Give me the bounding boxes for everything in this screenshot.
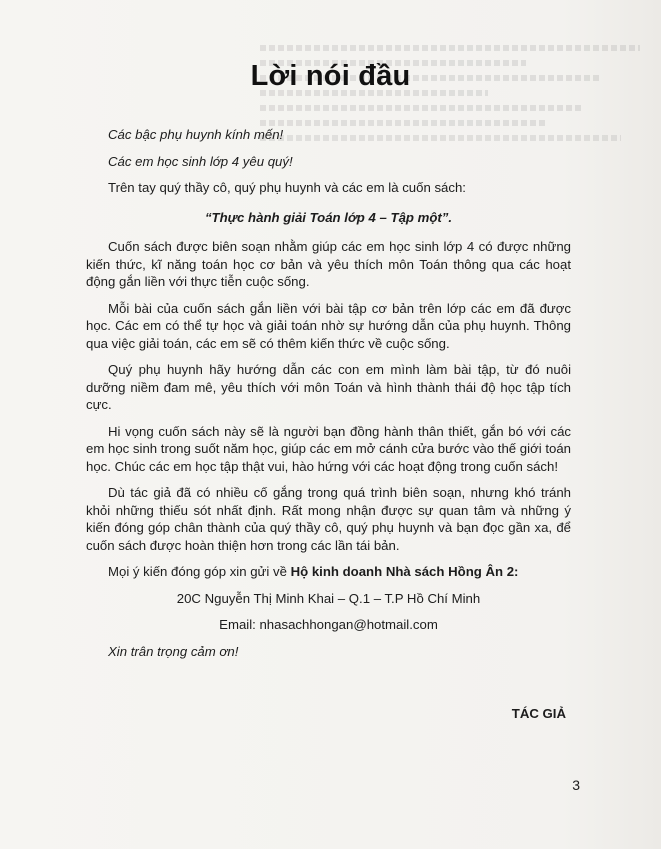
book-title: “Thực hành giải Toán lớp 4 – Tập một”. [204, 209, 453, 225]
greeting-parents: Các bậc phụ huynh kính mến! [108, 127, 284, 142]
paragraph-feedback: Dù tác giả đã có nhiều cố gắng trong quá trình biên soạn, nhưng khó tránh khỏi những thiếu sót nhất định. Rất mong nhận được sự quan tâm và những ý kiến đóng góp chân thành của quý thầy cô, quý phụ huynh và bạn đọc gần xa, để cuốn sách được hoàn thiện hơn trong các lần tái bản. [86, 485, 571, 553]
email-line: Email: nhasachhongan@hotmail.com [219, 617, 438, 632]
greeting-students: Các em học sinh lớp 4 yêu quý! [108, 153, 293, 169]
document-body [86, 126, 571, 669]
thanks-line: Xin trân trọng cảm ơn! [108, 643, 239, 659]
page-number: 3 [572, 777, 580, 793]
author-signature: TÁC GIẢ [511, 706, 566, 721]
paragraph-purpose: Cuốn sách được biên soạn nhằm giúp các em học sinh lớp 4 có được những kiến thức, kĩ năng toán học cơ bản và yêu thích môn Toán thông qua các hoạt động gắn liền với thực tiễn cuộc sống. [86, 239, 571, 289]
paragraph-lessons: Mỗi bài của cuốn sách gắn liền với bài tập cơ bản trên lớp các em đã được học. Các em có thể tự học và giải toán nhờ sự hướng dẫn của phụ huynh. Thông qua việc giải toán, các em sẽ có thêm kiến thức về cuộc sống. [86, 300, 571, 351]
contact-intro: Mọi ý kiến đóng góp xin gửi về [108, 564, 291, 579]
address-line: 20C Nguyễn Thị Minh Khai – Q.1 – T.P Hồ Chí Minh [176, 590, 481, 606]
contact-paragraph [86, 563, 571, 581]
contact-name: Hộ kinh doanh Nhà sách Hồng Ân 2: [290, 564, 519, 579]
page-title: Lời nói đầu [250, 60, 411, 92]
paragraph-hope: Hi vọng cuốn sách này sẽ là người bạn đồng hành thân thiết, gắn bó với các em học sinh trong suốt năm học, giúp các em mở cánh cửa bước vào thế giới toán học. Chúc các em học tập thật vui, hào hứng với các hoạt động trong cuốn sách! [86, 423, 571, 474]
intro-paragraph: Trên tay quý thầy cô, quý phụ huynh và các em là cuốn sách: [108, 180, 466, 195]
paragraph-parents: Quý phụ huynh hãy hướng dẫn các con em mình làm bài tập, từ đó nuôi dưỡng niềm đam mê, yêu thích với môn Toán và hình thành thái độ học tập tích cực. [86, 362, 571, 412]
